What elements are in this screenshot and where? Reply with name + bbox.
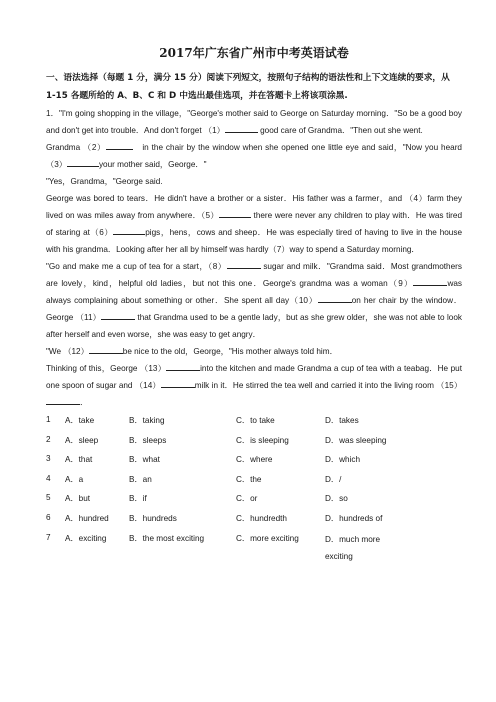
question-number: 4 [46, 473, 51, 483]
option-d: D．which [325, 455, 361, 465]
passage-text: sugar and milk．"Grandma said．Most grandmothers are lovely，kind，helpful old ladies，but not this one．George's grandma was a woman（9） [46, 262, 462, 288]
answer-blank [101, 311, 135, 320]
option-a: A．hundred [65, 513, 109, 523]
passage-text: pigs，hens，cows and sheep．He was especially tired of having to live in the house with his grandma．Looking after her all by himself was hardly（7）way to spend a Saturday morning． [46, 228, 462, 254]
option-b: B．the most exciting [129, 533, 205, 543]
option-b: B．an [129, 474, 152, 484]
option-b: B．taking [129, 416, 165, 425]
passage-paragraph [46, 139, 462, 173]
answer-blank [219, 209, 251, 218]
passage-text: George was bored to tears．He didn't have a brother or a sister．His father was a farmer，and （4）farm they lived on was miles away from anywhere．（5） [46, 194, 462, 220]
option-c: C．the [236, 474, 262, 484]
passage-paragraph [46, 343, 462, 360]
answer-blank [161, 379, 195, 388]
answer-blank [113, 226, 145, 235]
option-b: B．if [129, 494, 147, 504]
passage-text: your mother said，George．" [98, 160, 207, 169]
passage-text: "Yes，Grandma，"George said. [46, 177, 163, 186]
option-a: A．that [65, 455, 93, 465]
answer-blank [67, 158, 99, 167]
passage-text: was always complaining about something or other．She spent all day（10） [46, 279, 462, 305]
answer-blank [106, 141, 133, 150]
option-a: A．but [65, 494, 91, 504]
passage-text: ． [80, 398, 89, 407]
option-b: B．sleeps [129, 435, 167, 445]
answer-blank [166, 362, 200, 371]
question-number: 5 [46, 493, 51, 503]
passage-paragraph [46, 105, 462, 139]
passage-text: "Go and make me a cup of tea for a start，（8） [46, 262, 227, 271]
answer-blank [227, 260, 261, 269]
passage-paragraph [46, 258, 462, 343]
option-a: A．sleep [65, 435, 99, 445]
section-instruction: 一、语法选择（每题 1 分，满分 15 分）阅读下列短文，按照句子结构的语法性和上下文连续的要求，从 1-15 各题所给的 A、B、C 和 D 中选出最佳选项，并在答题卡上将该项涂黑. [46, 73, 450, 101]
passage-text: Thinking of this，George （13） [46, 364, 167, 373]
passage-text: "We （12） [46, 347, 89, 356]
option-row [46, 491, 462, 511]
passage-text: good care of Grandma．"Then out she went. [257, 126, 423, 135]
passage-text: on her chair by the window．George （11） [46, 296, 462, 322]
option-row [46, 452, 462, 472]
cloze-passage [46, 105, 462, 411]
question-number: 2 [46, 434, 51, 444]
option-row [46, 472, 462, 492]
option-a: A．a [65, 474, 84, 484]
option-c: C．hundredth [236, 513, 287, 523]
passage-text: that Grandma used to be a gentle lady，but as she grew older，she was not able to look after herself and even worse，she was easy to get angry． [46, 313, 462, 339]
option-row [46, 413, 462, 433]
answer-blank [413, 277, 447, 286]
option-a: A．take [65, 416, 95, 425]
options-table [46, 413, 462, 567]
exam-title: 2017年广东省广州市中考英语试卷 [159, 46, 349, 60]
passage-text: into the kitchen and made Grandma a cup of tea with a teabag．He put one spoon of sugar and （14） [46, 364, 462, 390]
option-d: D．hundreds of [325, 513, 383, 523]
passage-text: milk in it．He stirred the tea well and carried it into the living room （15） [194, 381, 463, 390]
passage-text: 1．"I'm going shopping in the village，"George's mother said to George on Saturday morning．"So be a good boy and don't get into trouble．And don't forget （1） [46, 109, 462, 135]
option-a: A．exciting [65, 533, 107, 543]
option-b: B．hundreds [129, 513, 177, 523]
question-number: 6 [46, 512, 51, 522]
answer-blank [225, 124, 258, 133]
option-d: D．takes [325, 416, 359, 425]
passage-text: Grandma （2） [46, 143, 106, 152]
option-d: D．was sleeping [325, 435, 387, 445]
option-c: C．where [236, 455, 273, 465]
answer-blank [89, 345, 123, 354]
answer-blank [318, 294, 352, 303]
passage-text: there were never any children to play with．He was tired of staring at（6） [46, 211, 462, 237]
passage-text: be nice to the old，George，"His mother always told him． [122, 347, 338, 356]
option-row [46, 531, 462, 567]
passage-text: in the chair by the window when she opened one little eye and said，"Now you heard （3） [46, 143, 462, 169]
option-c: C．or [236, 494, 258, 504]
option-d: D．so [325, 494, 348, 504]
option-row [46, 433, 462, 453]
option-b: B．what [129, 455, 160, 465]
question-number: 7 [46, 532, 51, 542]
option-d: D．/ [325, 474, 342, 484]
passage-paragraph [46, 360, 462, 411]
question-number: 3 [46, 454, 51, 464]
option-c: C．more exciting [236, 533, 299, 543]
option-c: C．to take [236, 416, 275, 425]
passage-paragraph [46, 190, 462, 258]
option-row [46, 511, 462, 531]
passage-paragraph [46, 173, 462, 190]
option-c: C．is sleeping [236, 435, 289, 445]
answer-blank [46, 396, 80, 405]
question-number: 1 [46, 415, 51, 424]
option-d: D．much more exciting [325, 534, 381, 561]
